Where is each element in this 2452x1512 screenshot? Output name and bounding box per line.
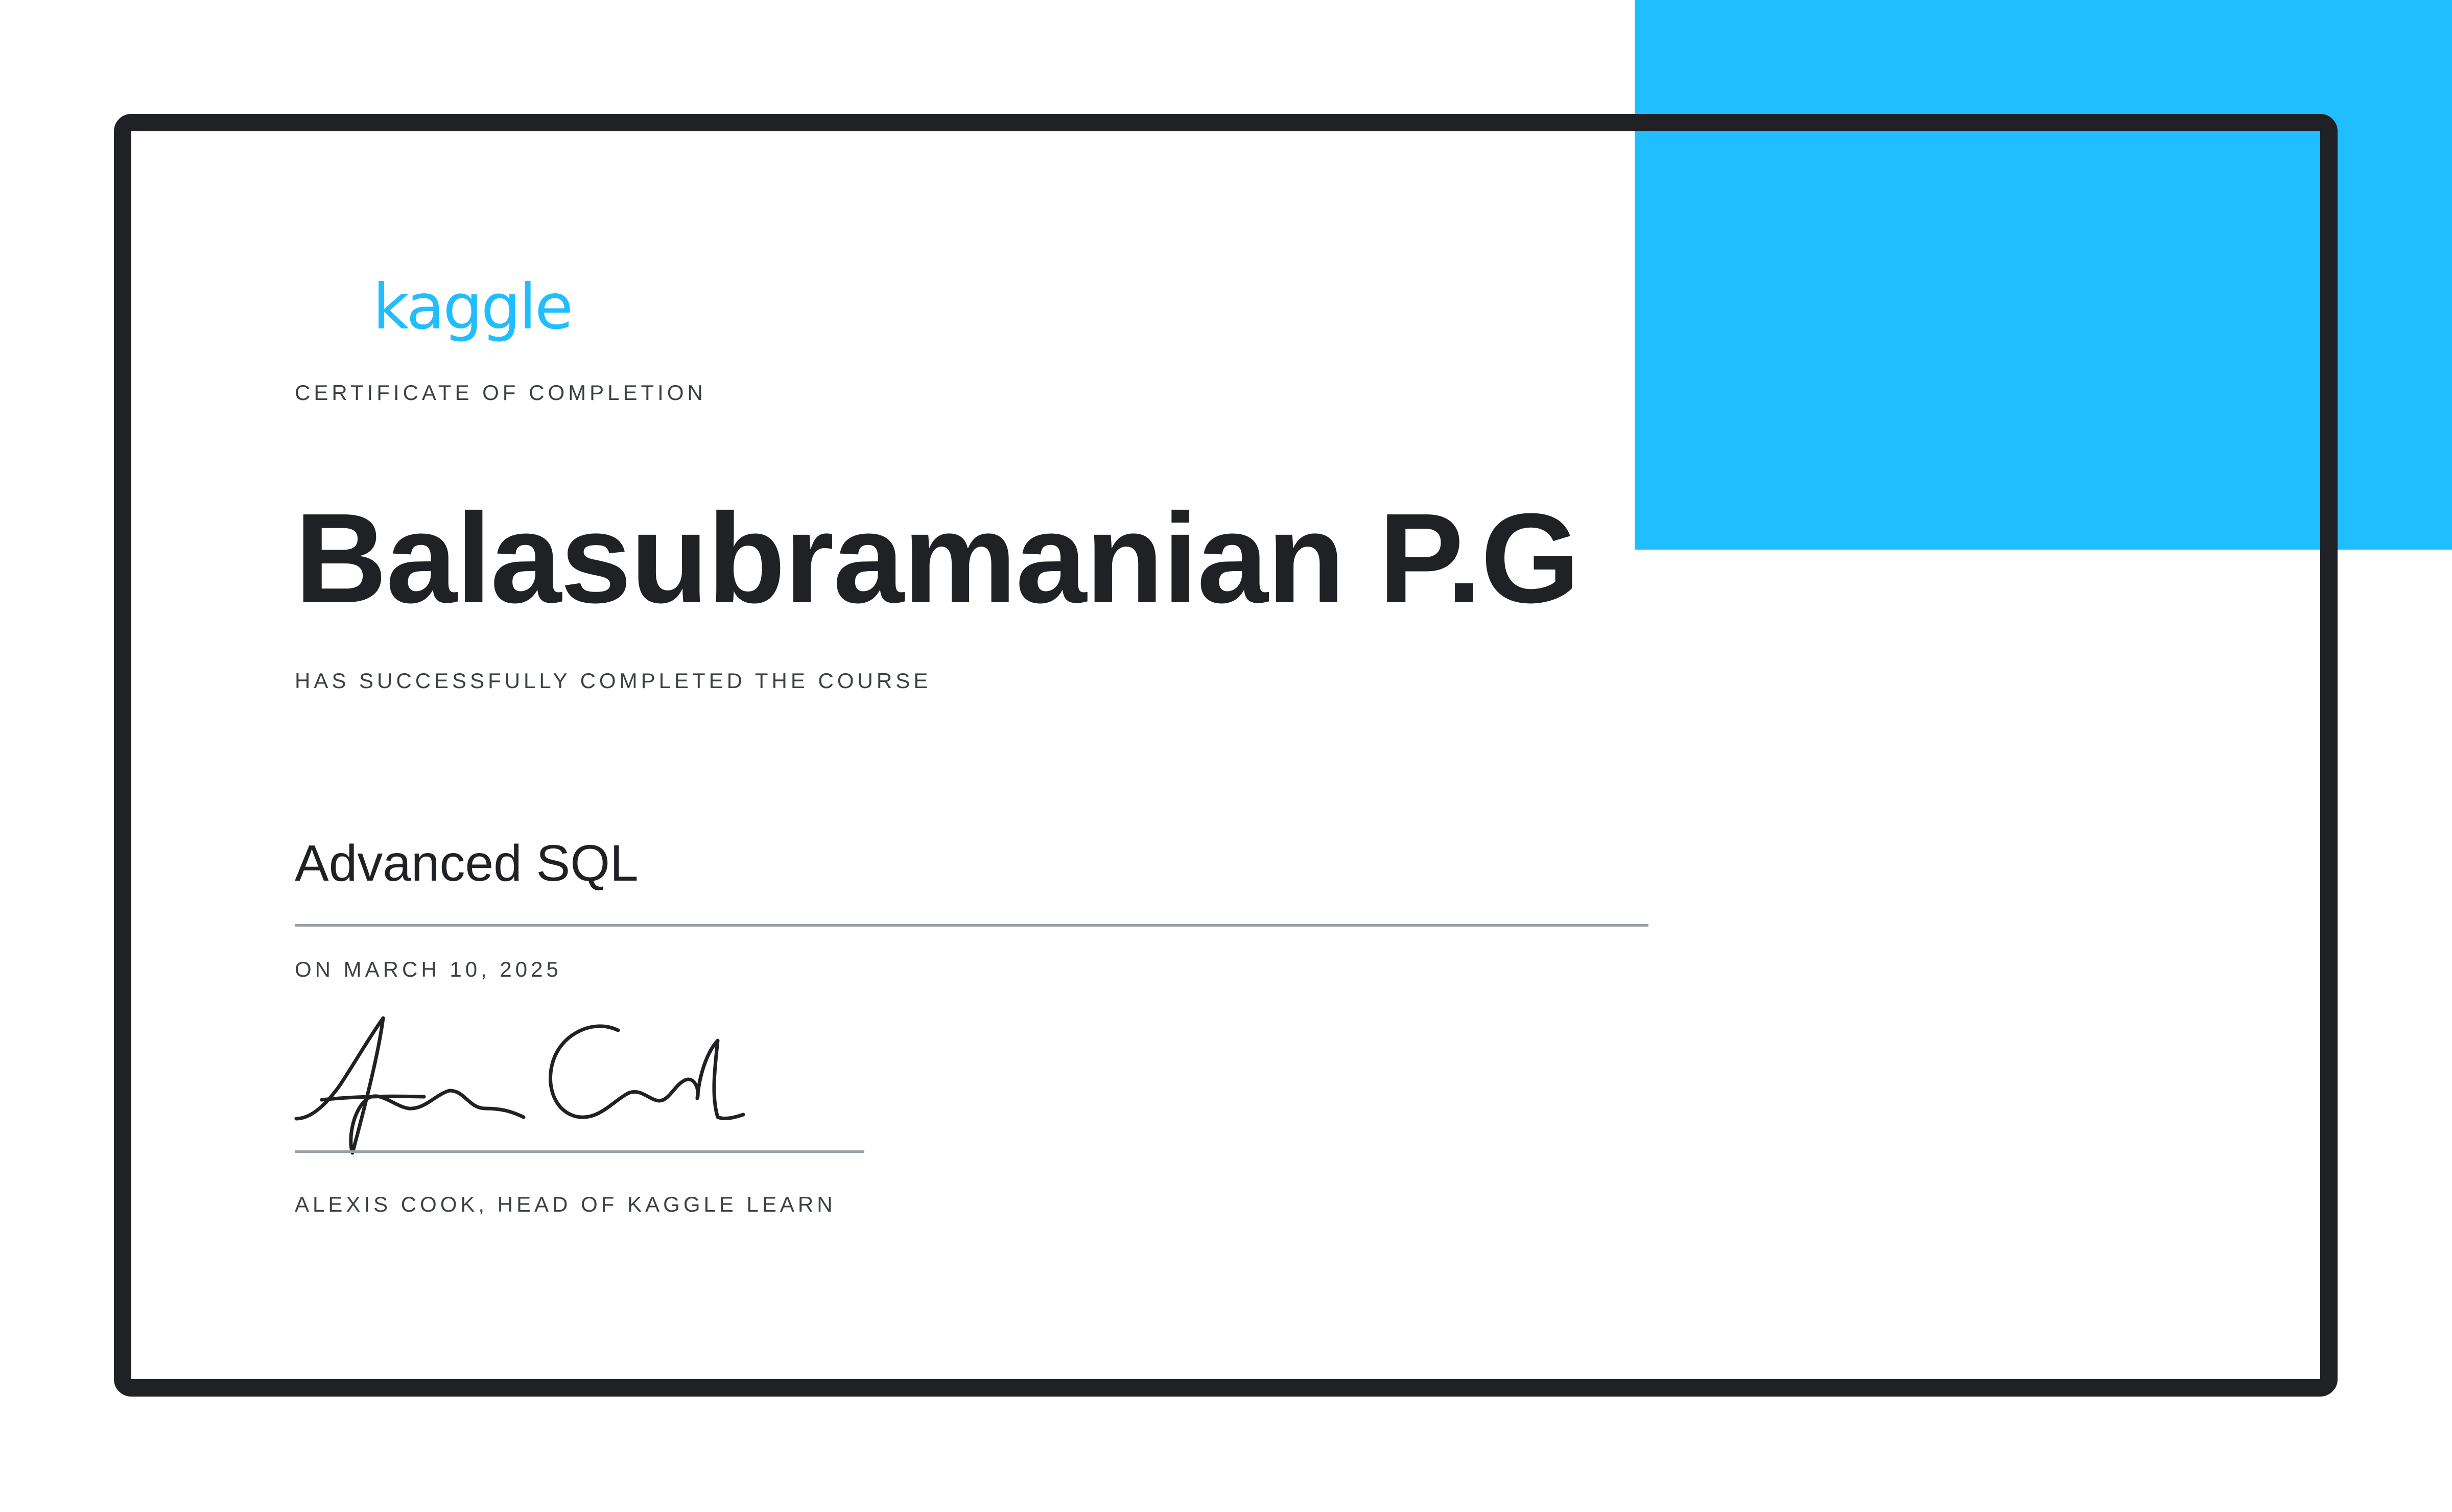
- completion-date: ON MARCH 10, 2025: [295, 957, 562, 981]
- signature-divider: [295, 1150, 864, 1153]
- course-divider: [295, 924, 1648, 927]
- kaggle-logo: kaggle: [373, 271, 572, 343]
- handwritten-signature-icon: [291, 1009, 751, 1162]
- completed-label: HAS SUCCESSFULLY COMPLETED THE COURSE: [295, 669, 932, 693]
- course-title: Advanced SQL: [295, 835, 639, 892]
- certificate-label: CERTIFICATE OF COMPLETION: [295, 381, 706, 405]
- recipient-name: Balasubramanian P.G: [295, 487, 1579, 629]
- signer-name: ALEXIS COOK, HEAD OF KAGGLE LEARN: [295, 1192, 836, 1216]
